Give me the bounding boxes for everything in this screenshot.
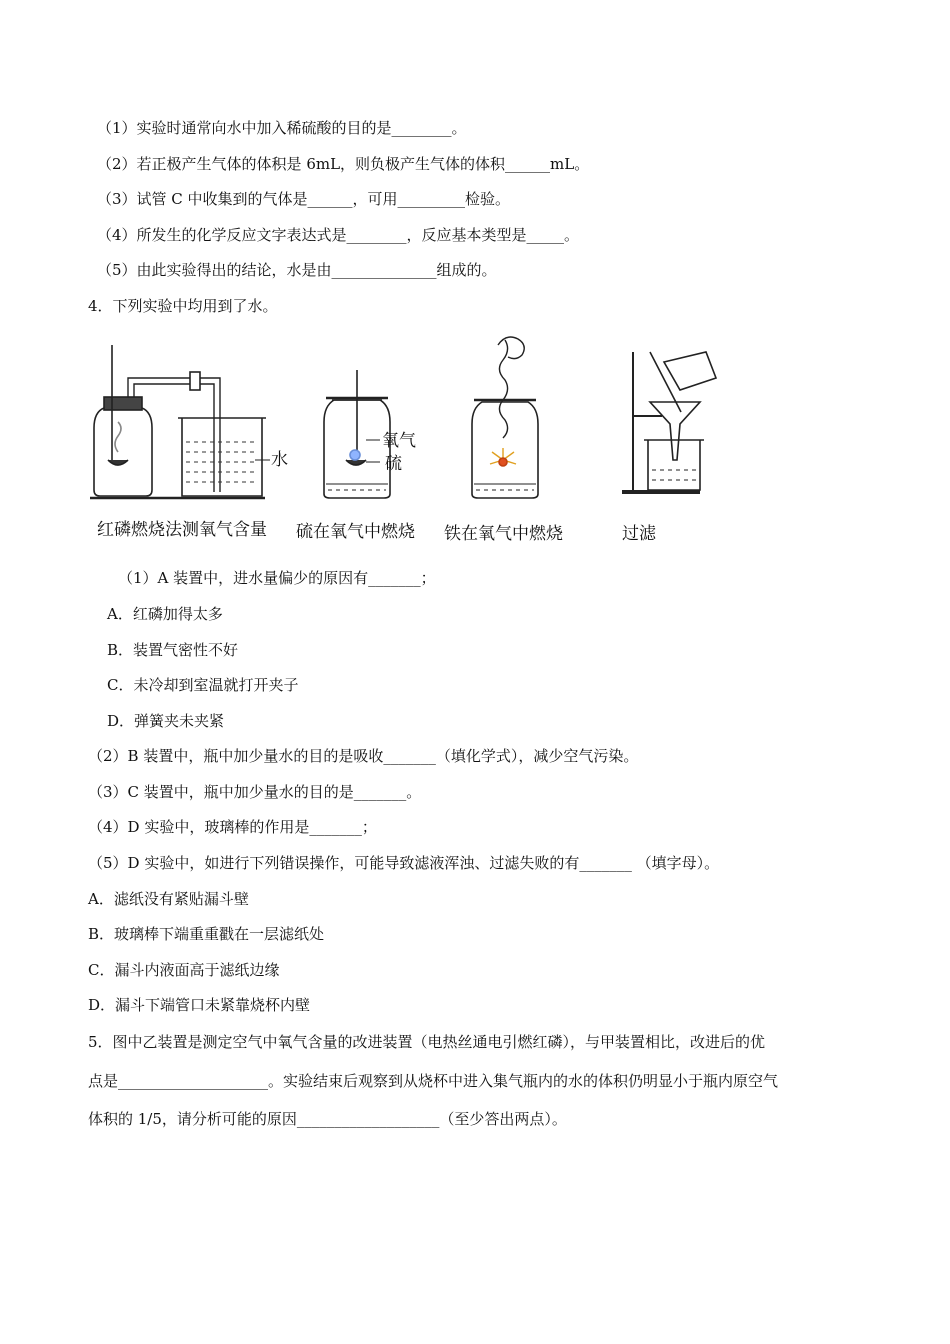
combustion-spoon-a (108, 460, 128, 465)
q4-sub5: （5）D 实验中，如进行下列错误操作，可能导致滤液浑浊、过滤失败的有_______ （填字母）。 (88, 854, 720, 872)
q4-sub1-option-d: D．弹簧夹未夹紧 (107, 712, 225, 730)
q4-stem: 4．下列实验中均用到了水。 (88, 297, 278, 315)
experiment-figure (0, 0, 950, 560)
q5-line-3: 体积的 1/5，请分析可能的原因___________________（至少答出两点）。 (88, 1110, 567, 1128)
q4-sub1-option-a: A．红磷加得太多 (107, 605, 223, 623)
beaker-a (182, 418, 262, 496)
caption-c: 铁在氧气中燃烧 (444, 524, 563, 544)
q4-sub4: （4）D 实验中，玻璃棒的作用是_______； (88, 818, 377, 836)
caption-b: 硫在氧气中燃烧 (296, 522, 415, 542)
q3-item-4: （4）所发生的化学反应文字表达式是________，反应基本类型是_____。 (97, 226, 580, 244)
q4-sub3: （3）C 装置中，瓶中加少量水的目的是_______。 (88, 783, 422, 801)
iron-wire (499, 340, 507, 438)
label-sulfur: 硫 (385, 454, 402, 474)
pour-beaker (664, 352, 716, 390)
q5-line-1: 5．图中乙装置是测定空气中氧气含量的改进装置（电热丝通电引燃红磷），与甲装置相比，改进后的优 (88, 1033, 766, 1051)
q4-sub2: （2）B 装置中，瓶中加少量水的目的是吸收_______（填化学式），减少空气污染。 (88, 747, 639, 765)
q4-sub5-option-a: A．滤纸没有紧贴漏斗壁 (88, 890, 249, 908)
stopper-a (104, 397, 142, 410)
q4-sub5-option-c: C．漏斗内液面高于滤纸边缘 (88, 961, 280, 979)
receiving-beaker (648, 440, 700, 490)
hand-holder (498, 337, 524, 359)
gas-bottle-a (94, 408, 152, 496)
q4-sub5-option-d: D．漏斗下端管口未紧靠烧杯内壁 (88, 996, 311, 1014)
sulfur-flame (350, 450, 360, 460)
spring-clip (190, 372, 200, 390)
q5-line-2: 点是____________________。实验结束后观察到从烧杯中进入集气瓶内的水的体积仍明显小于瓶内原空气 (88, 1072, 779, 1090)
combustion-spoon-b (346, 460, 366, 465)
caption-a: 红磷燃烧法测氧气含量 (97, 520, 267, 540)
q4-sub1: （1）A 装置中，进水量偏少的原因有_______； (118, 569, 436, 587)
q3-item-3: （3）试管 C 中收集到的气体是______，可用_________检验。 (97, 190, 511, 208)
q4-sub1-option-c: C．未冷却到室温就打开夹子 (107, 676, 299, 694)
q4-sub1-option-b: B．装置气密性不好 (107, 641, 239, 659)
q3-item-2: （2）若正极产生气体的体积是 6mL，则负极产生气体的体积______mL。 (97, 155, 590, 173)
q3-item-1: （1）实验时通常向水中加入稀硫酸的目的是________。 (97, 119, 467, 137)
label-oxygen: 氧气 (382, 431, 416, 451)
funnel (650, 402, 700, 460)
q4-sub5-option-b: B．玻璃棒下端重重戳在一层滤纸处 (88, 925, 325, 943)
caption-d: 过滤 (622, 524, 656, 544)
label-water: 水 (271, 450, 288, 470)
smoke (115, 422, 121, 452)
connecting-tube (128, 378, 220, 492)
q3-item-5: （5）由此实验得出的结论，水是由______________组成的。 (97, 261, 497, 279)
water-a (186, 442, 258, 482)
